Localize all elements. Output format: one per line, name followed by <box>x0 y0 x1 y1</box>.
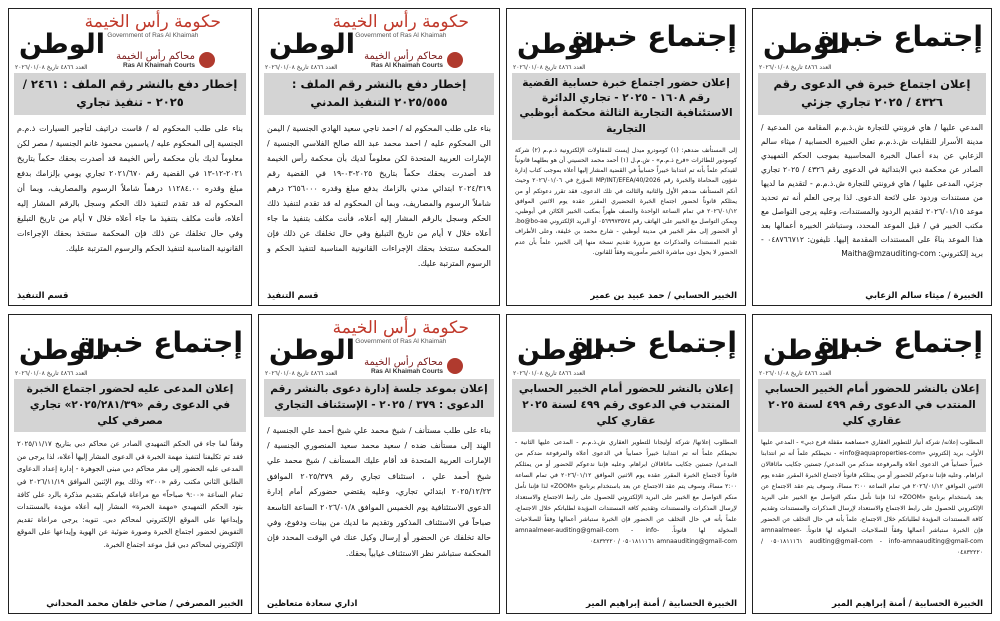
ad-header <box>507 9 745 73</box>
ad-expert-meeting-281 <box>8 314 252 614</box>
ad-title: إعلان بالنشر للحضور أمام الخبير الحسابي المنتدب في الدعوى رقم ٤٩٩ لسنة ٢٠٢٥ عقاري كلي <box>758 379 986 432</box>
ad-kicker: إجتماع خبرة <box>572 20 737 53</box>
courts-name-ar: محاكم رأس الخيمة <box>364 357 443 368</box>
ad-title: إعلان بالنشر للحضور أمام الخبير الحسابي المنتدب في الدعوى رقم ٤٩٩ لسنة ٢٠٢٥ عقاري كلي <box>512 379 740 432</box>
issue-date: العدد ٤٨٦٦ تاريخ ٢٠٢٦/٠١/٠٨ <box>265 370 338 377</box>
ad-signature: الخبيرة / ميثاء سالم الزعابي <box>865 291 983 301</box>
issue-date: العدد ٤٨٦٦ تاريخ ٢٠٢٦/٠١/٠٨ <box>265 64 338 71</box>
ad-body: المدعي عليها / هاي فرونتي للتجارة ش.ذ.م.م المقامة من المدعية / مدينة الأسرار للنقليات ش.ذ.م.م تعلن الخبيرة الحسابية / ميثاء سالم الزعابي عن بدء أعمال الخبرة المحاسبية بموجب الحكم التمهيدي الصادر عن محكمة دبي الابتدائية في الدعوى رقم ٤٣٢٦ / ٢٠٢٥ تجاري جزئي، المدعى عليها / هاي فرونتي للتجارة ش.ذ.م.م - لتقديم ما لديها من مستندات وردود على لائحة الدعوى. لذا يرجى العلم أنه تم تحديد موعد ٢٠٢٦/٠١/١٥ لتقديم الردود والمستندات، وعليه يرجى التواصل مع مكتب الخبير في / قبل الموعد المحدد، وستباشر الخبيرة أعمالها بعد هذا الموعد بناءً على المستندات المقدمة إليها. تليفون: ٠٤٨٧٦٦٧١٢ - بريد إلكتروني: Maitha@mzauditing-com <box>761 122 984 259</box>
emblem-icon <box>447 358 463 374</box>
government-name-ar: حكومة رأس الخيمة <box>84 12 221 32</box>
newspaper-logo: الوطن <box>517 29 604 60</box>
courts-name-ar: محاكم رأس الخيمة <box>116 51 195 62</box>
newspaper-logo: الوطن <box>517 335 604 366</box>
ad-header <box>507 315 745 379</box>
ad-header <box>753 315 991 379</box>
ad-title: إخطار دفع بالنشر رقم الملف : ٢٤٦١ / ٢٠٢٥ - تنفيذ تجاري <box>14 73 246 115</box>
ad-expert-meeting-4326 <box>752 8 992 306</box>
ad-expert-meeting-1608 <box>506 8 746 306</box>
government-name-en: Government of Ras Al Khaimah <box>355 337 447 345</box>
ad-expert-summons-499-b <box>506 314 746 614</box>
ad-payment-notice-555 <box>258 8 500 306</box>
government-name-ar: حكومة رأس الخيمة <box>332 318 469 338</box>
government-name-en: Government of Ras Al Khaimah <box>355 31 447 39</box>
ad-kicker: إجتماع خبرة <box>572 326 737 359</box>
government-name-en: Government of Ras Al Khaimah <box>107 31 199 39</box>
newspaper-logo: الوطن <box>19 29 106 60</box>
ad-body: بناء على طلب مستأنف / شيخ محمد علي شيخ أحمد علي الجنسية / الهند إلى مستأنف ضده / سعيد محمد سعيد المنصوري الجنسية / الإمارات العربية المتحدة قد أقام عليك المستأنف / شيخ محمد علي شيخ أحمد علي ، استئناف تجاري رقم ٢٠٢٥/٣٧٩ الموافق ٢٠٢٥/١٢/٢٣ ابتدائي تجاري، وعليه يقتضي حضوركم أمام إدارة الدعوى الاستئنافية يوم الخميس الموافق ٢٠٢٦/٠١/٨ الساعة التاسعة صباحاً في الاستئناف المذكور وتقديم ما لديك من بينات ودفوع، وفي حالة تخلفك عن الحضور أو إرسال وكيل عنك في الوقت المحدد فإن المحكمة ستباشر نظر الاستئناف غيابياً بحقك. <box>267 425 492 558</box>
issue-date: العدد ٤٨٦٦ تاريخ ٢٠٢٦/٠١/٠٨ <box>15 370 88 377</box>
government-name-ar: حكومة رأس الخيمة <box>332 12 469 32</box>
courts-logo <box>364 357 463 375</box>
ad-signature: الخبيرة الحسابية / أمنة إبراهيم المير <box>832 599 983 609</box>
issue-date: العدد ٤٨٦٦ تاريخ ٢٠٢٦/٠١/٠٨ <box>15 64 88 71</box>
ad-signature: الخبير المصرفي / ضاحي خلفان محمد المحداني <box>46 599 243 609</box>
courts-logo <box>116 51 215 69</box>
ad-body: المطلوب إعلانه/ شركة أنيار للتطوير العقاري «مساهمة مقفلة فرع دبي» - المدعي عليها الأولى، بريد إلكتروني «info@aquaproperties-com» - نحيطكم علماً أنه تم انتدابنا خبيراً حسابياً في الدعوى أعلاه والمرفوعة ضدكم من المدعي/ جستين جكايب ماثاقالان ابراهام. وعليه فإننا ندعوكم للحضور أو من يمثلكم قانوناً لاجتماع الخبرة المقرر عقده يوم الاثنين الموافق ٢٠٢٦/٠١/١٢ في تمام الساعة ٢:٠٠ مساءً، وسوف يتم عقد الاجتماع عن بعد باستخدام برنامج «ZOOM» لذا فإننا نأمل منكم التواصل مع الخبير على البريد الإلكتروني للحصول على رابط الاجتماع والاستعداد لإرسال المذكرات والمستندات وتقديم كافة المستندات المؤيدة لطلباتكم خلال الاجتماع، علماً بأنه في حال التخلف عن الحضور فإن الخبرة ستباشر أعمالها وفقاً للصلاحيات المخولة لها قانوناً. amnaalmeer-auditing@gmail-com - info-amnaauditing@gmail-com ٠٥٠١٨١١١٦١ / ٠٤٨٣٢٢٢٠ <box>761 439 984 556</box>
issue-date: العدد ٤٨٦٦ تاريخ ٢٠٢٦/٠١/٠٨ <box>513 370 586 377</box>
ad-title: إعلان حضور اجتماع خبرة حسابية القضية رقم ١٦٠٨ - ٢٠٢٥ - تجاري الدائرة الاستئنافية التجارية الثالثة محكمة أبوظبي التجارية <box>512 73 740 140</box>
ad-signature: الخبير الحسابي / حمد عبيد بن عمير <box>590 291 737 301</box>
ad-title: إخطار دفع بالنشر رقم الملف : ٢٠٢٥/٥٥٥ التنفيذ المدني <box>264 73 494 115</box>
ad-payment-notice-2461 <box>8 8 252 306</box>
ad-expert-summons-499-a <box>752 314 992 614</box>
issue-date: العدد ٤٨٦٦ تاريخ ٢٠٢٦/٠١/٠٨ <box>759 64 832 71</box>
ad-title: إعلان اجتماع خبرة في الدعوى رقم ٤٣٢٦ / ٢٠٢٥ تجاري جزئي <box>758 73 986 115</box>
newspaper-logo: الوطن <box>269 335 356 366</box>
ad-body: المطلوب إعلانها/ شركة أوليجانا للتطوير العقاري ش.ذ.م.م - المدعى عليها الثانية - نحيطكم علماً أنه تم انتدابنا خبيراً حسابياً في الدعوى أعلاه والمرفوعة ضدكم من المدعي/ جستين جكايب ماثاقالان ابراهام. وعليه فإننا ندعوكم للحضور أو من يمثلكم قانوناً لاجتماع الخبرة المقرر عقده يوم الاثنين الموافق ٢٠٢٦/٠١/١٢ في تمام الساعة ٢:٠٠ مساءً، وسوف يتم عقد الاجتماع عن بعد باستخدام برنامج «ZOOM» لذا فإننا نأمل منكم التواصل مع الخبير على البريد الإلكتروني للحصول على رابط الاجتماع والاستعداد لإرسال المذكرات والمستندات وتقديم كافة المستندات المؤيدة لطلباتكم خلال الاجتماع، علماً بأنه في حال التخلف عن الحضور فإن الخبرة ستباشر أعمالها وفقاً للصلاحيات المخولة لها قانوناً. amnaalmeer-auditing@gmail-com - info-amnaauditing@gmail-com ٠٥٠١٨١١١٦١ / ٠٤٨٣٢٢٢٠ <box>515 439 737 545</box>
ad-title: إعلان بموعد جلسة إدارة دعوى بالنشر رقم الدعوى : ٣٧٩ / ٢٠٢٥ - الإستئناف التجاري <box>264 379 494 417</box>
issue-date: العدد ٤٨٦٦ تاريخ ٢٠٢٦/٠١/٠٨ <box>759 370 832 377</box>
ad-title: إعلان المدعى عليه لحضور اجتماع الخبرة في الدعوى رقم «٢٠٢٥/٢٨١/٣٩» تجاري مصرفي كلي <box>14 379 246 432</box>
newspaper-logo: الوطن <box>763 335 850 366</box>
ad-body: إلى المستأنف ضدهم: (١) كومودرو ميدل إيست للمقاولات الإلكترونية ذ.م.م (٢) شركة كومودور للطائرات «فرع ذ.م.م» - ش.م.ل (١) أحمد محمد الحسيني أن هو بطلهما قانونياً لقيدكم علماً بأنه تم انتدابنا خبيراً حسابياً في القضية المشار إليها أعلاه بموجب كتاب إدارة شؤون المحاماة والخبرة رقم MP/INT/EFEA/40/2026 المؤرخ في ٢٠٢٦/٠١/٠٦ وحيث أنكم المستأنف ضدهم الأول والثانية والثالث في تلك الدعوى، فقد تقرر دعوتكم أو من يمثلكم قانوناً لحضور اجتماع الخبرة التحضيري المقرر عقده يوم الاثنين الموافق ٢٠٢٦/٠١/١٢ في تمام الساعة الواحدة والنصف ظهراً بمكتب الخبير الكائن في أبوظبي، ويمكن التواصل مع الخبير على الهاتف رقم ٠٥٦٩٩٧٣٥٧٤ أو البريد الإلكتروني bo@bo-ae، أو الحضور إلى مقر الخبير في مدينة أبوظبي - شارع محمد بن خليفة، وعلى الأطراف تقديم المستندات والمذكرات مع ضرورة تقديم نسخة منها إلى الخبير، علماً بأن عدم الحضور لا يحول دون مباشرة الخبير مأموريته وفقاً للقانون. <box>515 146 738 256</box>
ad-header <box>9 9 251 73</box>
ad-signature: قسم التنفيذ <box>267 291 319 301</box>
ad-case-management-379 <box>258 314 500 614</box>
ad-signature: اداري سعادة متعاظين <box>267 599 358 609</box>
ad-header <box>259 315 499 379</box>
emblem-icon <box>199 52 215 68</box>
ad-body: بناء على طلب المحكوم له / احمد ناجي سعيد الهادي الجنسية / اليمن الى المحكوم عليه / احمد محمد عبد الله صالح الفلاسي الجنسية / الإمارات العربية المتحدة لكن معلوماً لديك بأن محكمة رأس الخيمة قد أصدرت بحقك حكماً بتاريخ ٢٠٢٥-٠٣-١٩ في القضية رقم ٢٠٢٤/٣١٩ ابتدائي مدني بالزامك بدفع مبلغ وقدره ٢٦٥٦٠٠٠ درهم شاملاً الرسوم والمصاريف، وبما أن المحكوم له قد تقدم لتنفيذ ذلك الحكم وسجل بالرقم المشار إليه أعلاه، فأنت مكلف بتنفيذ ما جاء أعلاه خلال ٧ أيام من تاريخ التبليغ وفي حال تخلفك عن ذلك فإن المحكمة ستتخذ بحقك الإجراءات القانونية المناسبة لتنفيذ الحكم و الرسوم المترتبة عليك. <box>267 123 492 268</box>
newspaper-logo: الوطن <box>19 335 106 366</box>
ad-kicker: إجتماع خبرة <box>818 326 983 359</box>
ad-header <box>9 315 251 379</box>
courts-name-en: Ras Al Khaimah Courts <box>123 62 195 69</box>
ad-body: وفقاً لما جاء في الحكم التمهيدي الصادر عن محاكم دبي بتاريخ ٢٠٢٥/١١/١٧ فقد تم تكليفنا لتنفيذ مهمة الخبرة في الدعوى المشار إليها أعلاه، لذا يرجى من المدعى عليه الحضور إلى مقر محاكم دبي مبنى الجوهرة - إدارة إعداد الدعاوى الطابق الثاني مكتب رقم «٢٠٠» وذلك يوم الإثنين الموافق ٢٠٢٦/١١/١٩ في تمام الساعة «٩:٠٠ صباحاً» مع مراعاة قيامكم بتقديم مذكرة بالرد على كافة بنود الحكم التمهيدي «مهمة الخبرة» المشار إليه أعلاه مؤيدة بالمستندات وإيداعها على الموقع الإلكتروني لمحاكم دبي. تنويه: يرجى مراعاة تقديم التفويض لحضور اجتماع الخبرة وصورة ضوئية عن الهوية وإيداعها على الموقع الإلكتروني لمحاكم دبي قبل موعد اجتماع الخبرة. <box>17 440 244 549</box>
issue-date: العدد ٤٨٦٦ تاريخ ٢٠٢٦/٠١/٠٨ <box>513 64 586 71</box>
newspaper-logo: الوطن <box>763 29 850 60</box>
ad-signature: قسم التنفيذ <box>17 291 69 301</box>
ad-header <box>753 9 991 73</box>
courts-name-ar: محاكم رأس الخيمة <box>364 51 443 62</box>
courts-name-en: Ras Al Khaimah Courts <box>371 368 443 375</box>
ad-kicker: إجتماع خبرة <box>818 20 983 53</box>
ad-signature: الخبيرة الحسابية / أمنة إبراهيم المير <box>586 599 737 609</box>
courts-logo <box>364 51 463 69</box>
government-logo <box>85 13 221 39</box>
courts-name-en: Ras Al Khaimah Courts <box>371 62 443 69</box>
ad-body: بناء على طلب المحكوم له / قاست دراتيف لتأجير السيارات ذ.م.م الجنسية إلى المحكوم عليه / ياسمين محمود غانم الجنسية / مصر لكن معلوماً لديك بأن محكمة رأس الخيمة قد أصدرت بحقك حكماً بتاريخ ٢٠٢١-١٢-١٣ في القضية رقم ٢٠٢١/٦٧٠ تجاري يومي بإلزامك بدفع مبلغ وقدره ١١٢٨٤.٠٠ درهماً شاملاً الرسوم والمصاريف، وبما أن المحكوم له قد تقدم لتنفيذ ذلك الحكم وسجل بالرقم المشار إليه أعلاه، فأنت مكلف بتنفيذ ما جاء أعلاه خلال ٧ أيام من تاريخ التبليغ وفي حال تخلفك عن ذلك فإن المحكمة ستتخذ بحقك الإجراءات القانونية المناسبة لتنفيذ الحكم والرسوم المترتبة عليك. <box>17 123 244 253</box>
ad-kicker: إجتماع خبرة <box>78 326 243 359</box>
ad-header <box>259 9 499 73</box>
emblem-icon <box>447 52 463 68</box>
newspaper-logo: الوطن <box>269 29 356 60</box>
